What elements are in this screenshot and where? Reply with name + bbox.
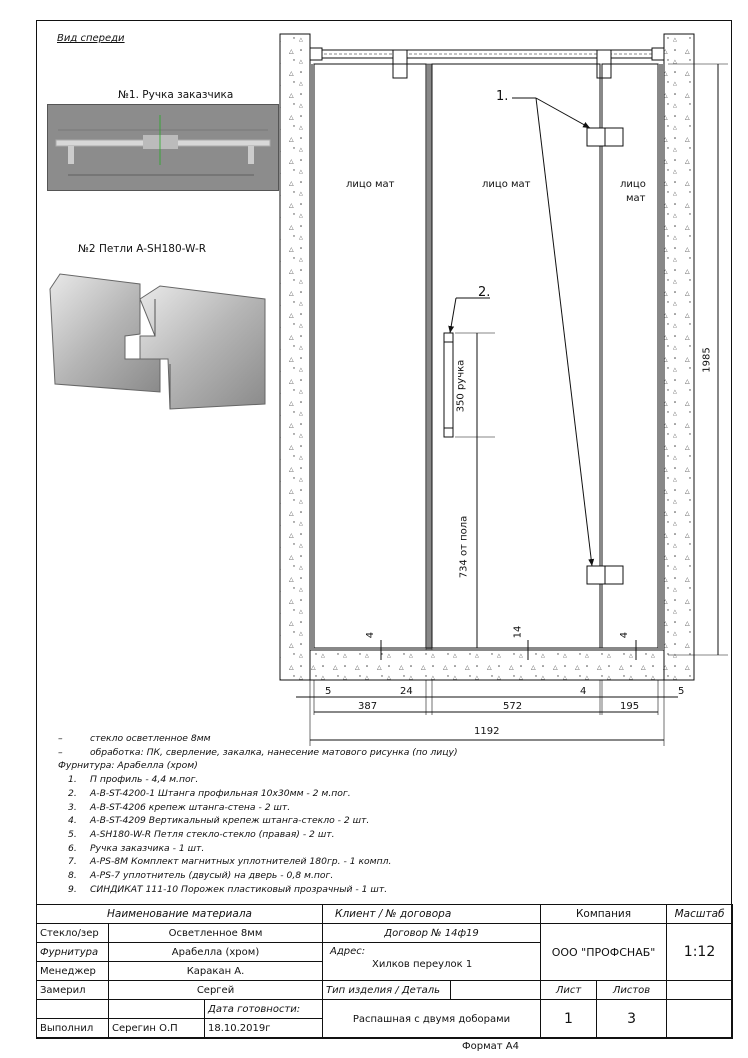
sheets-value: 3: [597, 1000, 667, 1039]
product-label: Тип изделия / Деталь: [323, 981, 451, 1000]
performed-value: Серегин О.П: [109, 1019, 205, 1039]
note-line: – стекло осветленное 8мм: [58, 733, 211, 744]
list-item: 5. A-SH180-W-R Петля стекло-стекло (правая) - 2 шт.: [68, 828, 335, 840]
list-item: 1. П профиль - 4,4 м.пог.: [68, 774, 199, 786]
dim-4-bottom: 4: [580, 686, 587, 697]
material-header: Наименование материала: [37, 905, 323, 924]
dim-1192: 1192: [474, 726, 500, 737]
title-block: [36, 904, 733, 1039]
list-item: 2. A-B-ST-4200-1 Штанга профильная 10х30мм - 2 м.пог.: [68, 787, 351, 799]
specification-notes: [58, 732, 458, 896]
glass-panel-left: [314, 64, 426, 648]
list-item: 8. A-PS-7 уплотнитель (двусый) на дверь - 0,8 м.пог.: [68, 870, 334, 882]
measured-value: Сергей: [109, 981, 323, 1000]
address-label: Адрес:: [330, 946, 366, 957]
list-item: 7. A-PS-8M Комплект магнитных уплотнителей 180гр. - 1 компл.: [68, 856, 392, 868]
scale-label: Масштаб: [667, 905, 733, 924]
floor: [310, 650, 664, 680]
door-handle: [444, 333, 453, 437]
panel-label-right-1: лицо: [620, 179, 646, 190]
item1-title: №1. Ручка заказчика: [118, 89, 234, 101]
list-item: 4. A-B-ST-4209 Вертикальный крепеж штанга-стекло - 2 шт.: [68, 815, 370, 827]
panel-label-door: лицо мат: [482, 179, 531, 190]
client-label: Клиент / № договора: [323, 905, 541, 924]
address-cell: [323, 943, 541, 981]
glass-value: Осветленное 8мм: [109, 924, 323, 943]
panel-label-right-2: мат: [626, 193, 646, 204]
hardware-title: Фурнитура: Арабелла (хром): [58, 760, 198, 772]
left-wall: [280, 34, 310, 680]
sheet-label: Лист: [541, 981, 597, 1000]
glass-panel-right: [602, 64, 658, 648]
dim-14: 14: [512, 625, 524, 639]
right-wall: [664, 34, 694, 680]
item2-title: №2 Петли A-SH180-W-R: [78, 243, 207, 255]
hardware-label: Фурнитура: [37, 943, 109, 962]
dim-handle-350: 350 ручка: [455, 359, 467, 413]
dim-195: 195: [620, 701, 640, 712]
client-value: Договор № 14ф19: [323, 924, 541, 943]
dim-387: 387: [358, 701, 378, 712]
manager-label: Менеджер: [37, 962, 109, 981]
list-item: 9. СИНДИКАТ 111-10 Порожек пластиковый прозрачный - 1 шт.: [68, 883, 388, 895]
dim-5-right: 5: [678, 686, 685, 697]
dim-from-floor-734: 734 от пола: [458, 515, 470, 579]
dim-572: 572: [503, 701, 523, 712]
company-value: ООО "ПРОФСНАБ": [541, 924, 667, 981]
view-title: Вид спереди: [57, 33, 125, 44]
panel-label-left: лицо мат: [346, 179, 395, 190]
glass-label: Стекло/зер: [37, 924, 109, 943]
format-label: Формат А4: [462, 1041, 519, 1052]
product-value: Распашная с двумя доборами: [323, 1000, 541, 1039]
sheets-label: Листов: [597, 981, 667, 1000]
measured-label: Замерил: [37, 981, 109, 1000]
hardware-value: Арабелла (хром): [109, 943, 323, 962]
company-label: Компания: [541, 905, 667, 924]
manager-value: Каракан А.: [109, 962, 323, 981]
dim-height-1985: 1985: [701, 347, 713, 373]
note-line: – обработка: ПК, сверление, закалка, нанесение матового рисунка (по лицу): [58, 746, 458, 758]
address-value: Хилков переулок 1: [372, 959, 473, 970]
dim-4-right: 4: [619, 631, 631, 639]
dim-5-left: 5: [325, 686, 332, 697]
callout-1: 1.: [496, 89, 509, 104]
glass-panel-door: [432, 64, 600, 648]
scale-value: 1:12: [667, 924, 733, 981]
ready-label: Дата готовности:: [205, 1000, 323, 1019]
callout-2: 2.: [478, 285, 491, 300]
dim-4-left: 4: [365, 631, 377, 639]
list-item: 3. A-B-ST-4206 крепеж штанга-стена - 2 шт.: [68, 801, 291, 813]
dim-24: 24: [400, 686, 413, 697]
list-item: 6. Ручка заказчика - 1 шт.: [68, 842, 205, 854]
ready-value: 18.10.2019г: [205, 1019, 323, 1039]
performed-label: Выполнил: [37, 1019, 109, 1039]
sheet-value: 1: [541, 1000, 597, 1039]
